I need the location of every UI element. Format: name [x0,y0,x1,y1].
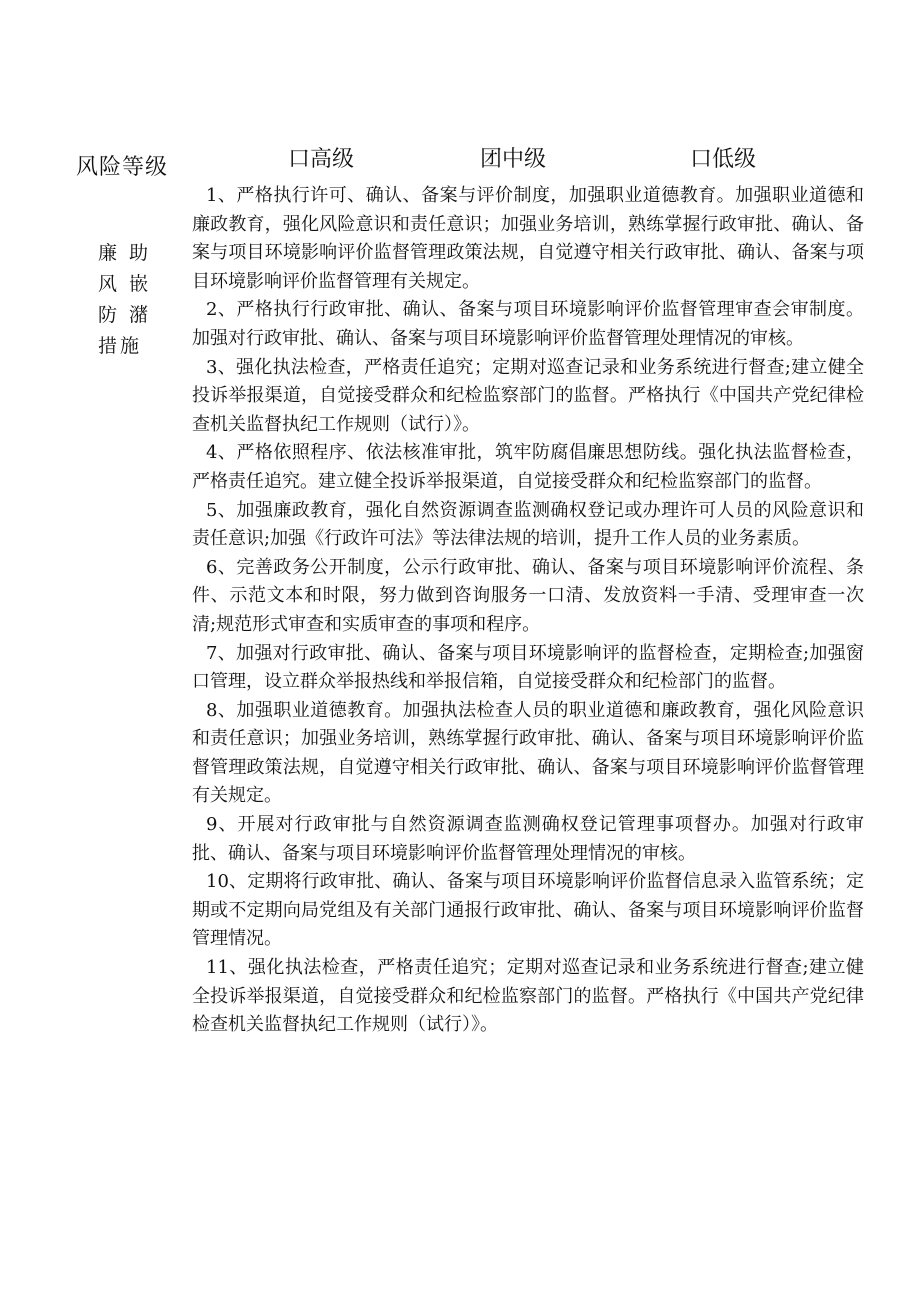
measure-item: 11、强化执法检查，严格责任追究；定期对巡查记录和业务系统进行督查;建立健全投诉举报渠道，自觉接受群众和纪检监察部门的监督。严格执行《中国共产党纪律检查机关监督执纪工作规则（试行）》。 [192,957,864,1036]
measure-item: 8、加强职业道德教育。加强执法检查人员的职业道德和廉政教育，强化风险意识和责任意识；加强业务培训，熟练掌握行政审批、确认、备案与项目环境影响评价监督管理政策法规，自觉遵守相关行政审批、确认、备案与项目环境影响评价监督管理有关规定。 [192,699,864,807]
side-label-line: 措施 [98,335,143,357]
measure-item: 1、严格执行许可、确认、备案与评价制度，加强职业道德教育。加强职业道德和廉政教育，强化风险意识和责任意识；加强业务培训，熟练掌握行政审批、确认、备案与项目环境影响评价监督管理政策法规，自觉遵守相关行政审批、确认、备案与项目环境影响评价监督管理有关规定。 [192,185,864,292]
measure-item: 10、定期将行政审批、确认、备案与项目环境影响评价监督信息录入监管系统；定期或不定期向局党组及有关部门通报行政审批、确认、备案与项目环境影响评价监督管理情况。 [192,871,864,950]
side-label-line: 防 潴 [98,304,152,326]
side-label-line: 廉 助 [98,242,152,264]
measure-item: 6、完善政务公开制度，公示行政审批、确认、备案与项目环境影响评价流程、条件、示范文本和时限，努力做到咨询服务一口清、发放资料一手清、受理审查一次清;规范形式审查和实质审查的事项和程序。 [192,556,864,635]
measure-item: 4、严格依照程序、依法核准审批，筑牢防腐倡廉思想防线。强化执法监督检查，严格责任追究。建立健全投诉举报渠道，自觉接受群众和纪检监察部门的监督。 [192,442,864,492]
risk-level-label: 风险等级 [76,155,169,180]
level-medium-checkbox[interactable]: 团中级 [480,147,547,172]
level-low-checkbox[interactable]: 口低级 [690,147,757,172]
measure-item: 9、开展对行政审批与自然资源调查监测确权登记管理事项督办。加强对行政审批、确认、备案与项目环境影响评价监督管理处理情况的审核。 [192,814,864,864]
measures-side-label [98,238,151,362]
measure-item: 3、强化执法检查，严格责任追究；定期对巡查记录和业务系统进行督查;建立健全投诉举报渠道，自觉接受群众和纪检监察部门的监督。严格执行《中国共产党纪律检查机关监督执纪工作规则（试行）》。 [192,356,864,435]
measures-list [192,182,864,1040]
side-label-line: 风 嵌 [98,273,152,295]
measure-item: 2、严格执行行政审批、确认、备案与项目环境影响评价监督管理审查会审制度。加强对行政审批、确认、备案与项目环境影响评价监督管理处理情况的审核。 [192,299,864,349]
level-high-checkbox[interactable]: 口高级 [288,147,355,172]
measure-item: 5、加强廉政教育，强化自然资源调查监测确权登记或办理许可人员的风险意识和责任意识;加强《行政许可法》等法律法规的培训，提升工作人员的业务素质。 [192,499,864,550]
measure-item: 7、加强对行政审批、确认、备案与项目环境影响评的监督检查，定期检查;加强窗口管理，设立群众举报热线和举报信箱，自觉接受群众和纪检部门的监督。 [192,642,864,693]
